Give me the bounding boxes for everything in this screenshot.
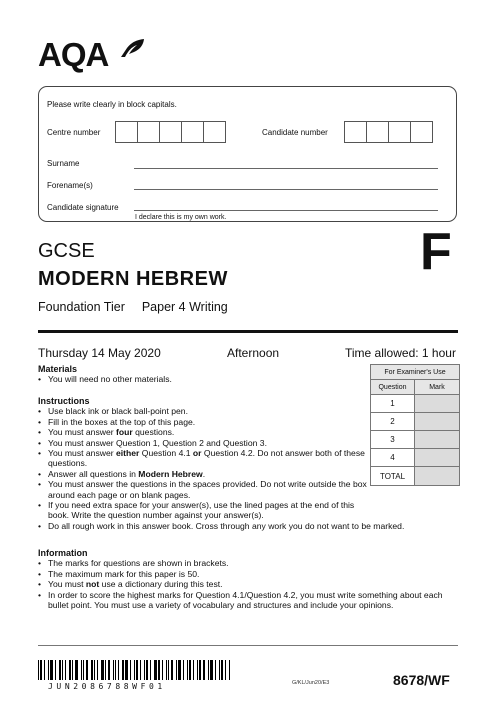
tier-letter: F [420,223,452,281]
mark-cell [415,395,460,413]
document-reference: G/KL/Jun20/E3 [292,680,330,686]
declaration-text: I declare this is my own work. [135,214,227,221]
forenames-label: Forename(s) [47,181,93,190]
list-item: • You must answer either Question 4.1 or Question 4.2. Do not answer both of these questions. [38,448,368,469]
question-number: 3 [371,431,415,449]
question-column-header: Question [371,380,415,395]
centre-number-field[interactable] [116,121,226,143]
footer-divider [38,645,458,646]
mark-cell [415,431,460,449]
list-item: • You must answer Question 1, Question 2 and Question 3. [38,438,368,448]
signature-field[interactable] [134,210,438,211]
question-number: 1 [371,395,415,413]
question-number: 4 [371,449,415,467]
question-number: 2 [371,413,415,431]
list-item: • The maximum mark for this paper is 50. [38,569,453,579]
mark-column-header: Mark [415,380,460,395]
total-cell [415,467,460,486]
centre-number-label: Centre number [47,128,101,137]
candidate-number-label: Candidate number [262,128,328,137]
paper-label: Paper 4 Writing [141,300,228,314]
time-allowed: Time allowed: 1 hour [345,346,456,360]
list-item: • In order to score the highest marks for Question 4.1/Question 4.2, you must write something about each bullet point. You must use a variety of vocabulary and structures and include your opinions. [38,590,453,611]
barcode-icon [38,660,231,680]
materials-section [38,364,358,385]
total-label: TOTAL [371,467,415,486]
list-item: • The marks for questions are shown in brackets. [38,558,453,568]
tier-and-paper [38,300,228,314]
block-capitals-instruction: Please write clearly in block capitals. [47,100,177,109]
list-item: • You must answer the questions in the spaces provided. Do not write outside the box around each page or on blank pages. [38,479,368,500]
signature-label: Candidate signature [47,203,119,212]
paper-code: 8678/WF [393,672,450,688]
barcode-number: JUN2086788WF01 [48,682,166,691]
list-item: • You will need no other materials. [38,374,358,384]
candidate-number-field[interactable] [345,121,433,143]
tier-label: Foundation Tier [38,300,125,314]
surname-field[interactable] [134,168,438,169]
exam-date: Thursday 14 May 2020 [38,346,161,360]
aqa-logo: AQA [38,36,109,73]
mark-cell [415,413,460,431]
examiners-use-table [370,364,460,486]
qualification-level: GCSE [38,240,95,262]
exam-session: Afternoon [227,346,280,360]
surname-label: Surname [47,159,80,168]
instructions-heading: Instructions [38,396,90,406]
list-item: • Answer all questions in Modern Hebrew. [38,469,368,479]
aqa-leaf-icon [119,38,145,58]
materials-heading: Materials [38,364,78,374]
list-item: • Do all rough work in this answer book. Cross through any work you do not want to be marked. [38,521,458,531]
list-item: • You must not use a dictionary during this test. [38,579,453,589]
list-item: • Fill in the boxes at the top of this page. [38,417,368,427]
forenames-field[interactable] [134,189,438,190]
list-item: • If you need extra space for your answer(s), use the lined pages at the end of this book. Write the question number against your answer(s). [38,500,368,521]
mark-cell [415,449,460,467]
divider [38,330,458,333]
list-item: • Use black ink or black ball-point pen. [38,406,368,416]
information-section [38,548,453,610]
information-heading: Information [38,548,88,558]
subject-title: MODERN HEBREW [38,268,228,290]
examiners-use-title: For Examiner's Use [371,365,460,380]
list-item: • You must answer four questions. [38,427,368,437]
